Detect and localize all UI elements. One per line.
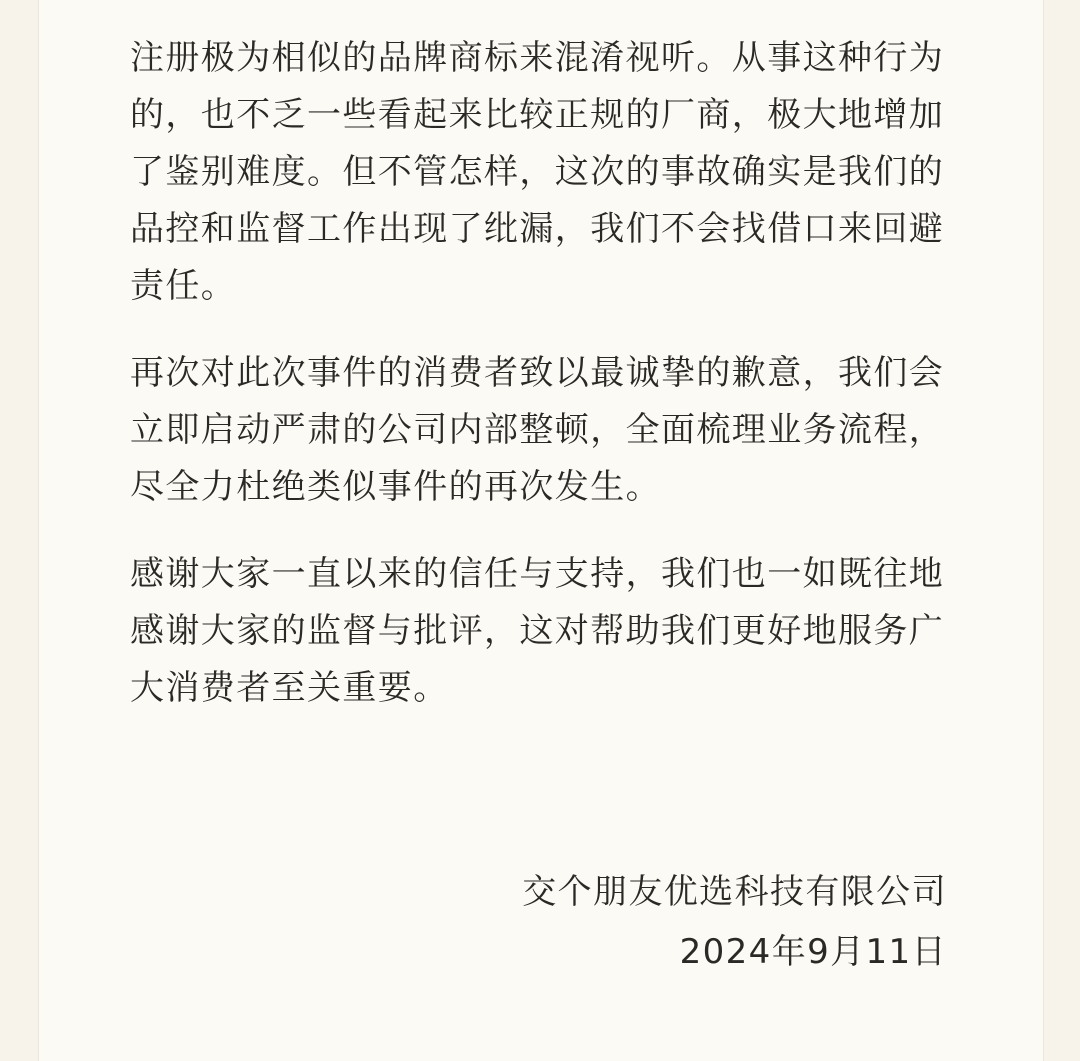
paragraph-line: 注册极为相似的品牌商标来混淆视听。从事这种行为	[130, 38, 945, 78]
paragraph-line: 感谢大家一直以来的信任与支持，我们也一如既往地	[130, 554, 945, 594]
company-name: 交个朋友优选科技有限公司	[522, 872, 947, 912]
paragraph-line: 感谢大家的监督与批评，这对帮助我们更好地服务广	[130, 611, 945, 651]
paragraph-line: 尽全力杜绝类似事件的再次发生。	[130, 467, 661, 507]
signature-block	[522, 862, 947, 982]
statement-date: 2024年9月11日	[679, 932, 947, 972]
paragraph-line: 立即启动严肃的公司内部整顿，全面梳理业务流程，	[130, 410, 945, 450]
paragraph-2	[130, 345, 960, 516]
paragraph-line: 大消费者至关重要。	[130, 668, 449, 708]
paragraph-line: 品控和监督工作出现了纰漏，我们不会找借口来回避	[130, 209, 945, 249]
paragraph-line: 再次对此次事件的消费者致以最诚挚的歉意，我们会	[130, 353, 945, 393]
paragraph-line: 的，也不乏一些看起来比较正规的厂商，极大地增加	[130, 95, 945, 135]
paragraph-line: 了鉴别难度。但不管怎样，这次的事故确实是我们的	[130, 152, 945, 192]
paragraph-1	[130, 30, 960, 315]
paragraph-3	[130, 546, 960, 717]
statement-body	[130, 30, 960, 747]
paragraph-line: 责任。	[130, 266, 237, 306]
